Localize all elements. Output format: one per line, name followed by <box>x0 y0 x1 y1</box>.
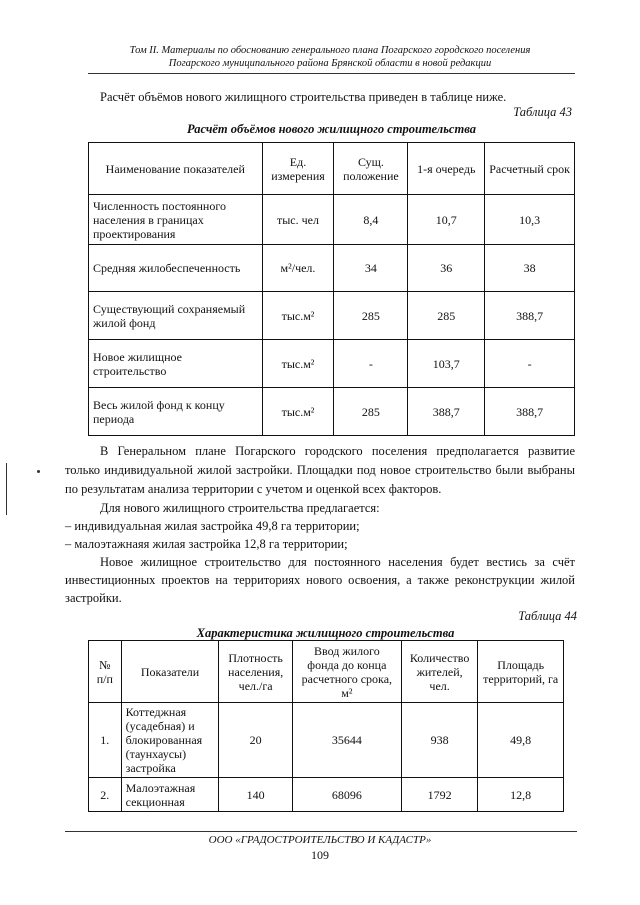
table-row <box>89 340 575 388</box>
table43-cell: 285 <box>334 292 408 340</box>
table44-cell: 140 <box>219 778 292 812</box>
table43-cell: 285 <box>334 388 408 436</box>
table43 <box>88 142 575 436</box>
footer-rule <box>65 831 577 832</box>
table44-cell: 49,8 <box>478 703 564 778</box>
paragraph-1-line3: по результатам анализа территории с учетом и оценкой всех факторов. <box>65 482 442 496</box>
intro-text: Расчёт объёмов нового жилищного строительства приведен в таблице ниже. <box>100 90 507 104</box>
table43-cell: 34 <box>334 245 408 292</box>
table44-caption: Таблица 44 <box>518 609 577 623</box>
table43-cell: 388,7 <box>408 388 485 436</box>
margin-line <box>6 463 7 515</box>
table43-title: Расчёт объёмов нового жилищного строительства <box>187 122 476 136</box>
table44-header: № п/п <box>89 641 122 703</box>
header-rule <box>88 73 575 74</box>
bullet-1: – индивидуальная жилая застройка 49,8 га территории; <box>65 519 360 533</box>
table44-cell: 1792 <box>401 778 477 812</box>
table43-cell: 38 <box>485 245 575 292</box>
paragraph-3-line2: инвестиционных проектов на территориях нового освоения, а также реконструкции жилой <box>65 573 575 587</box>
table-row <box>89 703 564 778</box>
table44-cell: Коттеджная (усадебная) и блокированная (таунхаусы) застройка <box>121 703 219 778</box>
table-row <box>89 292 575 340</box>
table44-cell: 2. <box>89 778 122 812</box>
table43-header: Наименование показателей <box>89 143 263 195</box>
table-row <box>89 245 575 292</box>
table44-cell: 35644 <box>292 703 401 778</box>
table44-header: Площадь территорий, га <box>478 641 564 703</box>
table43-cell: м²/чел. <box>262 245 334 292</box>
table43-cell: 388,7 <box>485 388 575 436</box>
table43-cell: Существующий сохраняемый жилой фонд <box>89 292 263 340</box>
footer-org: ООО «ГРАДОСТРОИТЕЛЬСТВО И КАДАСТР» <box>208 834 432 846</box>
table44-cell: 20 <box>219 703 292 778</box>
table43-cell: - <box>334 340 408 388</box>
paragraph-1-line1: В Генеральном плане Погарского городского поселения предполагается развитие <box>100 444 575 458</box>
paragraph-1-line2: только индивидуальной жилой застройки. Площадки под новое строительство были выбраны <box>65 463 575 477</box>
table43-cell: - <box>485 340 575 388</box>
table43-cell: 10,3 <box>485 195 575 245</box>
table44-cell: Малоэтажная секционная <box>121 778 219 812</box>
table-row <box>89 195 575 245</box>
table44-header-row <box>89 641 564 703</box>
table44-title: Характеристика жилищного строительства <box>196 626 455 640</box>
table43-cell: Средняя жилобеспеченность <box>89 245 263 292</box>
table-row <box>89 778 564 812</box>
bullet-2: – малоэтажнаяя жилая застройка 12,8 га территории; <box>65 537 348 551</box>
table43-cell: Весь жилой фонд к концу периода <box>89 388 263 436</box>
paragraph-3-line1: Новое жилищное строительство для постоянного населения будет вестись за счёт <box>100 555 575 569</box>
table43-cell: 36 <box>408 245 485 292</box>
table43-cell: 285 <box>408 292 485 340</box>
paragraph-2: Для нового жилищного строительства предлагается: <box>100 501 380 515</box>
table43-cell: Новое жилищное строительство <box>89 340 263 388</box>
table43-header: Сущ. положение <box>334 143 408 195</box>
margin-dot <box>37 470 40 473</box>
table43-cell: тыс.м² <box>262 388 334 436</box>
table43-header: Ед. измерения <box>262 143 334 195</box>
table44-cell: 1. <box>89 703 122 778</box>
table44-header: Показатели <box>121 641 219 703</box>
table43-cell: 388,7 <box>485 292 575 340</box>
table44-cell: 68096 <box>292 778 401 812</box>
page-number: 109 <box>311 848 329 862</box>
running-header-line2: Погарского муниципального района Брянской области в новой редакции <box>168 58 492 69</box>
paragraph-3-line3: застройки. <box>65 591 122 605</box>
table43-header: Расчетный срок <box>485 143 575 195</box>
table44-header: Количество жителей, чел. <box>401 641 477 703</box>
table43-cell: тыс. чел <box>262 195 334 245</box>
table43-cell: Численность постоянного населения в границах проектирования <box>89 195 263 245</box>
table43-cell: тыс.м² <box>262 340 334 388</box>
table43-cell: 8,4 <box>334 195 408 245</box>
table44-header: Ввод жилого фонда до конца расчетного срока, м² <box>292 641 401 703</box>
running-header-line1: Том II. Материалы по обоснованию генерального плана Погарского городского поселения <box>129 45 531 56</box>
table43-caption: Таблица 43 <box>513 105 572 119</box>
table-row <box>89 388 575 436</box>
table44-cell: 12,8 <box>478 778 564 812</box>
table44-cell: 938 <box>401 703 477 778</box>
table43-header-row <box>89 143 575 195</box>
table44-header: Плотность населения, чел./га <box>219 641 292 703</box>
table43-cell: тыс.м² <box>262 292 334 340</box>
table43-cell: 10,7 <box>408 195 485 245</box>
table44 <box>88 640 564 812</box>
table43-header: 1-я очередь <box>408 143 485 195</box>
table43-cell: 103,7 <box>408 340 485 388</box>
